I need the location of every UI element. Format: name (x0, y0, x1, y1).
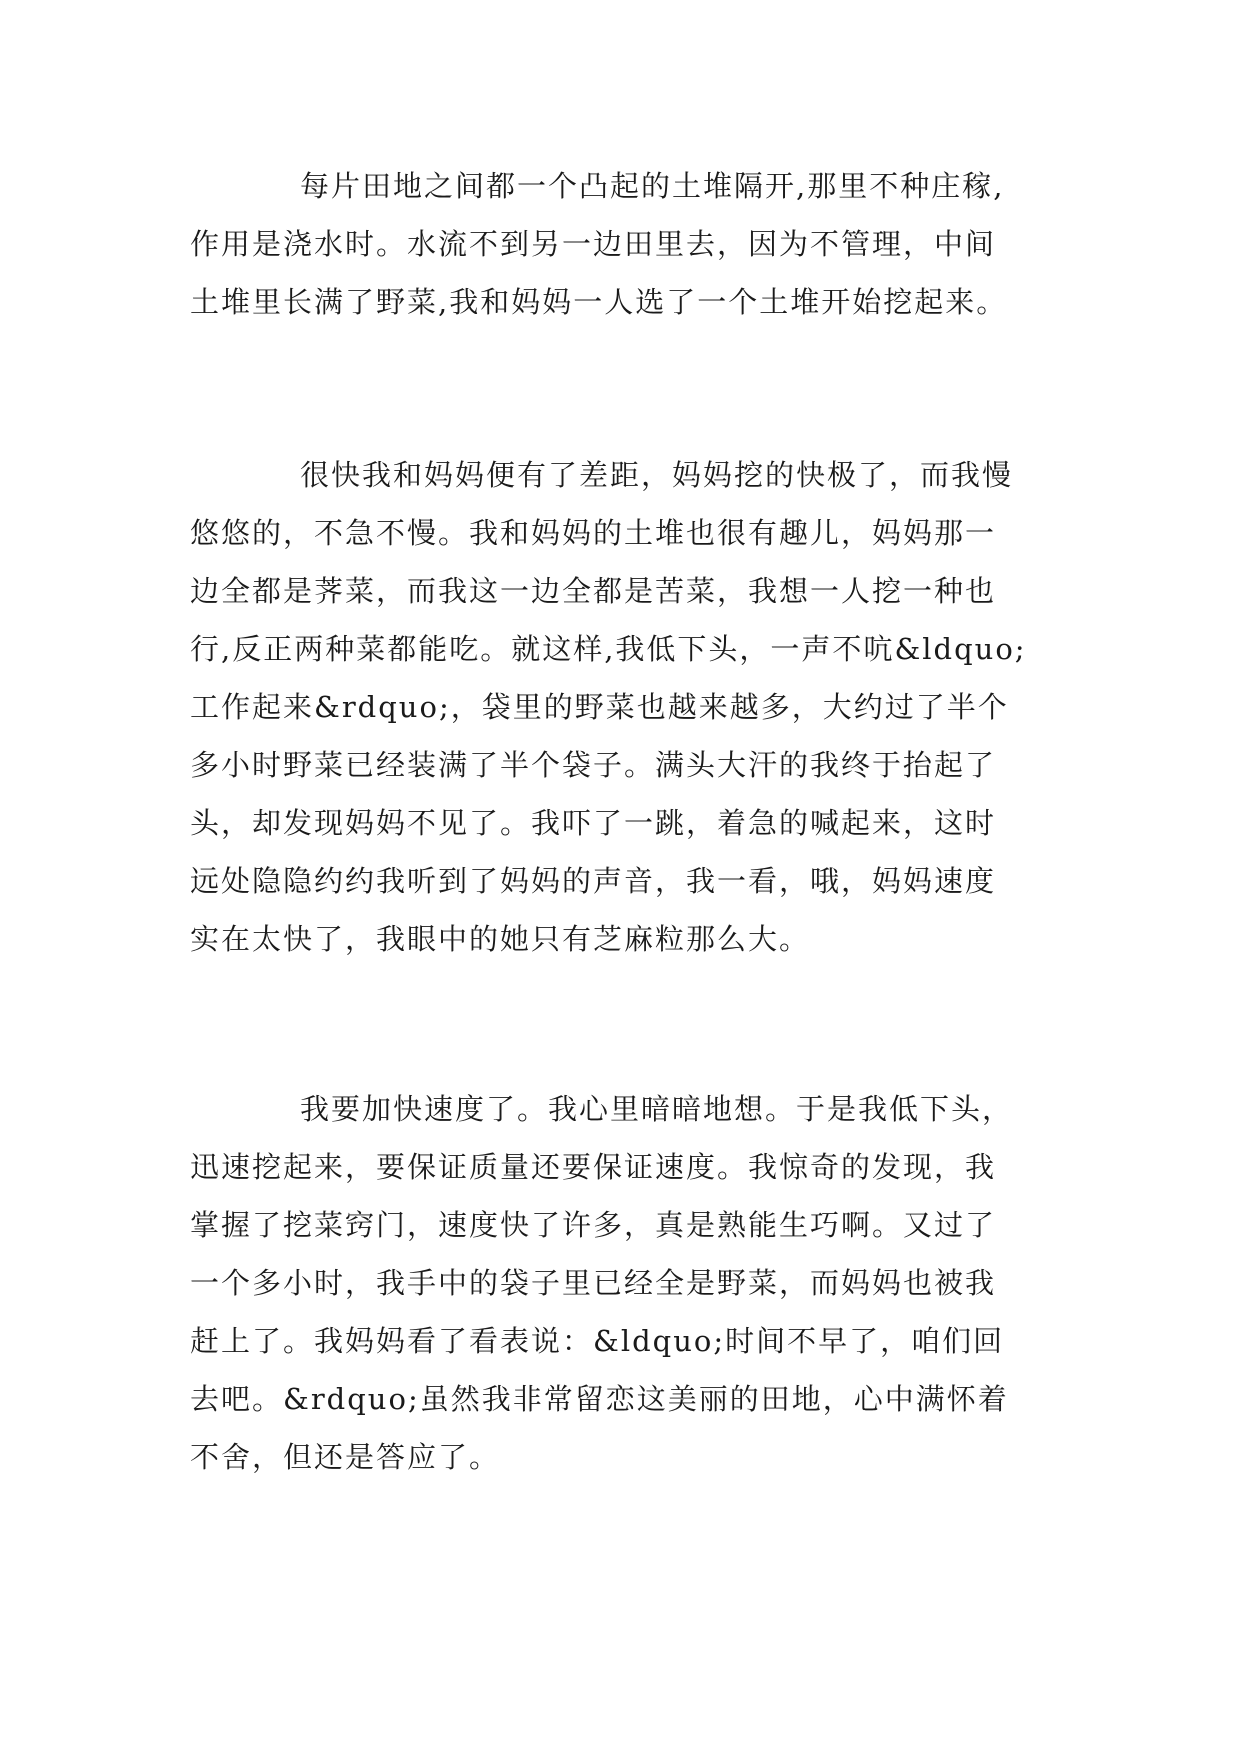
paragraph-line: 头，却发现妈妈不见了。我吓了一跳，着急的喊起来，这时 (190, 806, 997, 840)
paragraph-line: 土堆里长满了野菜,我和妈妈一人选了一个土堆开始挖起来。 (190, 285, 1008, 319)
paragraph-line: 悠悠的，不急不慢。我和妈妈的土堆也很有趣儿，妈妈那一 (190, 516, 997, 550)
paragraph-line: 掌握了挖菜窍门，速度快了许多，真是熟能生巧啊。又过了 (190, 1208, 997, 1242)
paragraph-line: 去吧。&rdquo;虽然我非常留恋这美丽的田地，心中满怀着 (190, 1382, 1009, 1416)
paragraph-line: 远处隐隐约约我听到了妈妈的声音，我一看，哦，妈妈速度 (190, 864, 997, 898)
paragraph-line: 不舍，但还是答应了。 (190, 1440, 501, 1474)
paragraph-line: 行,反正两种菜都能吃。就这样,我低下头，一声不吭&ldquo; (190, 632, 1027, 666)
paragraph-line: 迅速挖起来，要保证质量还要保证速度。我惊奇的发现，我 (190, 1150, 997, 1184)
paragraph-line: 一个多小时，我手中的袋子里已经全是野菜，而妈妈也被我 (190, 1266, 997, 1300)
paragraph-2 (190, 446, 1090, 968)
paragraph-line: 边全都是荠菜，而我这一边全都是苦菜，我想一人挖一种也 (190, 574, 997, 608)
paragraph-line: 作用是浇水时。水流不到另一边田里去，因为不管理，中间 (190, 227, 997, 261)
paragraph-line: 我要加快速度了。我心里暗暗地想。于是我低下头， (300, 1092, 1014, 1126)
paragraph-3 (190, 1080, 1090, 1486)
paragraph-line: 工作起来&rdquo;，袋里的野菜也越来越多，大约过了半个 (190, 690, 1009, 724)
paragraph-line: 赶上了。我妈妈看了看表说：&ldquo;时间不早了，咱们回 (190, 1324, 1005, 1358)
paragraph-line: 很快我和妈妈便有了差距，妈妈挖的快极了，而我慢 (300, 458, 1014, 492)
paragraph-line: 多小时野菜已经装满了半个袋子。满头大汗的我终于抬起了 (190, 748, 997, 782)
paragraph-1 (190, 157, 1090, 331)
paragraph-line: 实在太快了，我眼中的她只有芝麻粒那么大。 (190, 922, 811, 956)
paragraph-line: 每片田地之间都一个凸起的土堆隔开,那里不种庄稼, (300, 169, 1005, 203)
